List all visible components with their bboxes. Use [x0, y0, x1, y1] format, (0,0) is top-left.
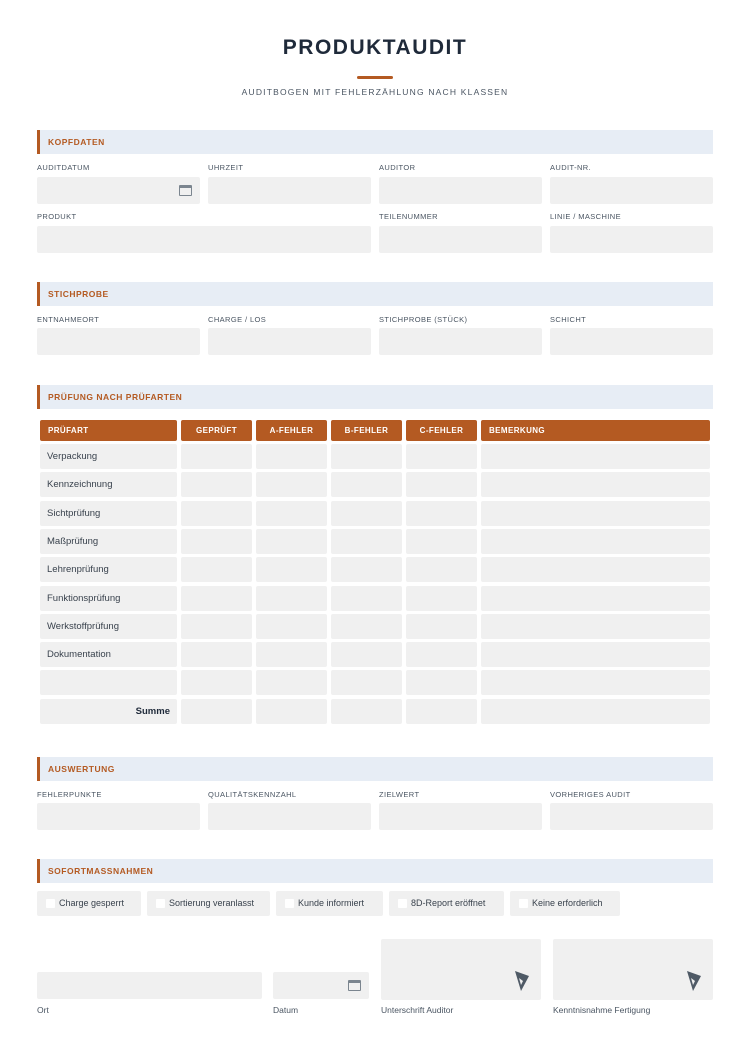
table-cell-c-fehler[interactable]: [406, 614, 477, 639]
sum-cell-geprueft[interactable]: [181, 699, 252, 724]
entnahmeort-label: ENTNAHMEORT: [37, 315, 100, 324]
fehlerpunkte-field[interactable]: [37, 803, 200, 830]
section-pruefung: [37, 385, 713, 409]
option-charge-gesperrt[interactable]: [37, 891, 141, 916]
checkbox-icon[interactable]: [285, 899, 294, 908]
kennzahl-field[interactable]: [208, 803, 371, 830]
table-cell-c-fehler[interactable]: [406, 472, 477, 497]
table-row-label: Verpackung: [47, 451, 98, 462]
calendar-icon[interactable]: [179, 185, 192, 196]
table-cell-b-fehler[interactable]: [331, 529, 402, 554]
table-cell-bemerkung[interactable]: [481, 529, 710, 554]
produkt-label: PRODUKT: [37, 212, 77, 221]
title-underline: [357, 76, 393, 79]
section-sofort-title: SOFORTMASSNAHMEN: [48, 866, 154, 876]
datum-label: Datum: [273, 1005, 299, 1015]
section-sofortmassnahmen: [37, 859, 713, 883]
table-cell-b-fehler[interactable]: [331, 614, 402, 639]
section-pruefung-title: PRÜFUNG NACH PRÜFARTEN: [48, 392, 183, 402]
schicht-label: SCHICHT: [550, 315, 587, 324]
table-cell-c-fehler[interactable]: [406, 670, 477, 695]
kenntnis-label: Kenntnisnahme Fertigung: [553, 1005, 651, 1015]
table-cell-c-fehler[interactable]: [406, 642, 477, 667]
teilenummer-field[interactable]: [379, 226, 542, 253]
table-cell-bemerkung[interactable]: [481, 586, 710, 611]
page-subtitle: AUDITBOGEN MIT FEHLERZÄHLUNG NACH KLASSEN: [241, 87, 509, 97]
checkbox-icon[interactable]: [156, 899, 165, 908]
option-label: Kunde informiert: [298, 898, 365, 908]
table-cell-a-fehler[interactable]: [256, 586, 327, 611]
charge-field[interactable]: [208, 328, 371, 355]
produkt-field[interactable]: [37, 226, 371, 253]
table-cell-b-fehler[interactable]: [331, 670, 402, 695]
uhrzeit-label: UHRZEIT: [208, 163, 244, 172]
pen-icon: [513, 970, 531, 992]
table-cell-geprueft[interactable]: [181, 642, 252, 667]
table-cell-bemerkung[interactable]: [481, 670, 710, 695]
option-8d-report[interactable]: [389, 891, 504, 916]
section-auswertung-title: AUSWERTUNG: [48, 764, 115, 774]
calendar-icon[interactable]: [348, 980, 361, 991]
linie-label: LINIE / MASCHINE: [550, 212, 621, 221]
stichprobe-field[interactable]: [379, 328, 542, 355]
table-cell-geprueft[interactable]: [181, 586, 252, 611]
table-cell-bemerkung[interactable]: [481, 614, 710, 639]
zielwert-label: ZIELWERT: [379, 790, 420, 799]
auditdatum-field[interactable]: [37, 177, 200, 204]
sum-cell-bemerkung[interactable]: [481, 699, 710, 724]
col-header-b-fehler: [331, 420, 402, 441]
table-cell-bemerkung[interactable]: [481, 472, 710, 497]
table-cell-pruefart: [40, 670, 177, 695]
checkbox-icon[interactable]: [398, 899, 407, 908]
auditor-field[interactable]: [379, 177, 542, 204]
table-row-label: Maßprüfung: [47, 535, 99, 547]
col-header-geprueft: [181, 420, 252, 441]
section-stichprobe-title: STICHPROBE: [48, 289, 109, 299]
ort-label: Ort: [37, 1005, 49, 1015]
table-cell-b-fehler[interactable]: [331, 586, 402, 611]
section-kopfdaten: [37, 130, 713, 154]
option-label: 8D-Report eröffnet: [411, 898, 486, 908]
col-geprueft-label: GEPRÜFT: [195, 426, 238, 435]
table-cell-c-fehler[interactable]: [406, 557, 477, 582]
table-cell-a-fehler[interactable]: [256, 557, 327, 582]
pen-icon: [685, 970, 703, 992]
table-cell-geprueft[interactable]: [181, 444, 252, 469]
sum-label: Summe: [135, 705, 170, 717]
table-cell-geprueft[interactable]: [181, 472, 252, 497]
table-row-label: Dokumentation: [47, 649, 111, 661]
table-cell-c-fehler[interactable]: [406, 501, 477, 526]
col-pruefart-label: PRÜFART: [48, 426, 89, 435]
table-cell-a-fehler[interactable]: [256, 472, 327, 497]
stichprobe-label: STICHPROBE (STÜCK): [379, 315, 468, 324]
entnahmeort-field[interactable]: [37, 328, 200, 355]
table-cell-geprueft[interactable]: [181, 614, 252, 639]
zielwert-field[interactable]: [379, 803, 542, 830]
table-cell-b-fehler[interactable]: [331, 501, 402, 526]
table-cell-geprueft[interactable]: [181, 557, 252, 582]
auditor-label: AUDITOR: [379, 163, 416, 172]
table-cell-a-fehler[interactable]: [256, 614, 327, 639]
col-a-fehler-label: A-FEHLER: [269, 426, 314, 435]
audit-nr-field[interactable]: [550, 177, 713, 204]
sum-cell-c-fehler[interactable]: [406, 699, 477, 724]
table-cell-b-fehler[interactable]: [331, 444, 402, 469]
col-header-c-fehler: [406, 420, 477, 441]
schicht-field[interactable]: [550, 328, 713, 355]
vorheriges-field[interactable]: [550, 803, 713, 830]
checkbox-icon[interactable]: [519, 899, 528, 908]
table-cell-b-fehler[interactable]: [331, 472, 402, 497]
col-header-bemerkung: [481, 420, 710, 441]
table-cell-geprueft[interactable]: [181, 670, 252, 695]
vorheriges-label: VORHERIGES AUDIT: [550, 790, 631, 799]
col-header-a-fehler: [256, 420, 327, 441]
table-row-label: Sichtprüfung: [47, 507, 101, 519]
table-cell-a-fehler[interactable]: [256, 501, 327, 526]
table-cell-c-fehler[interactable]: [406, 529, 477, 554]
unterschrift-label: Unterschrift Auditor: [381, 1005, 454, 1015]
col-c-fehler-label: C-FEHLER: [419, 426, 464, 435]
checkbox-icon[interactable]: [46, 899, 55, 908]
linie-field[interactable]: [550, 226, 713, 253]
charge-label: CHARGE / LOS: [208, 315, 267, 324]
table-cell-bemerkung[interactable]: [481, 444, 710, 469]
ort-field[interactable]: [37, 972, 262, 999]
table-row-label: Lehrenprüfung: [47, 564, 109, 576]
col-bemerkung-label: BEMERKUNG: [489, 426, 546, 435]
page-title: PRODUKTAUDIT: [282, 36, 468, 59]
table-cell-b-fehler[interactable]: [331, 557, 402, 582]
section-auswertung: [37, 757, 713, 781]
table-row-label: Funktionsprüfung: [47, 592, 121, 604]
section-kopfdaten-title: KOPFDATEN: [48, 137, 105, 147]
section-stichprobe: [37, 282, 713, 306]
option-label: Keine erforderlich: [532, 898, 603, 908]
option-sortierung[interactable]: [147, 891, 270, 916]
table-cell-a-fehler[interactable]: [256, 444, 327, 469]
auditdatum-label: AUDITDATUM: [37, 163, 90, 172]
table-cell-geprueft[interactable]: [181, 529, 252, 554]
sum-cell-b-fehler[interactable]: [331, 699, 402, 724]
table-cell-a-fehler[interactable]: [256, 670, 327, 695]
option-kunde-informiert[interactable]: [276, 891, 383, 916]
table-cell-c-fehler[interactable]: [406, 586, 477, 611]
teilenummer-label: TEILENUMMER: [379, 212, 438, 221]
audit-nr-label: AUDIT-NR.: [550, 163, 592, 172]
table-cell-bemerkung[interactable]: [481, 557, 710, 582]
table-row-label: Kennzeichnung: [47, 479, 113, 491]
uhrzeit-field[interactable]: [208, 177, 371, 204]
col-b-fehler-label: B-FEHLER: [344, 426, 389, 435]
option-label: Charge gesperrt: [59, 898, 125, 908]
option-label: Sortierung veranlasst: [169, 898, 255, 908]
table-cell-bemerkung[interactable]: [481, 501, 710, 526]
table-cell-c-fehler[interactable]: [406, 444, 477, 469]
signature-fertigung-field[interactable]: [553, 939, 713, 1000]
kennzahl-label: QUALITÄTSKENNZAHL: [208, 790, 297, 799]
sum-cell-a-fehler[interactable]: [256, 699, 327, 724]
table-row-label: Werkstoffprüfung: [47, 620, 119, 632]
col-header-pruefart: [40, 420, 177, 441]
table-cell-b-fehler[interactable]: [331, 642, 402, 667]
fehlerpunkte-label: FEHLERPUNKTE: [37, 790, 102, 799]
table-cell-a-fehler[interactable]: [256, 642, 327, 667]
table-cell-a-fehler[interactable]: [256, 529, 327, 554]
table-cell-geprueft[interactable]: [181, 501, 252, 526]
table-cell-bemerkung[interactable]: [481, 642, 710, 667]
option-keine[interactable]: [510, 891, 620, 916]
signature-auditor-field[interactable]: [381, 939, 541, 1000]
datum-field[interactable]: [273, 972, 369, 999]
